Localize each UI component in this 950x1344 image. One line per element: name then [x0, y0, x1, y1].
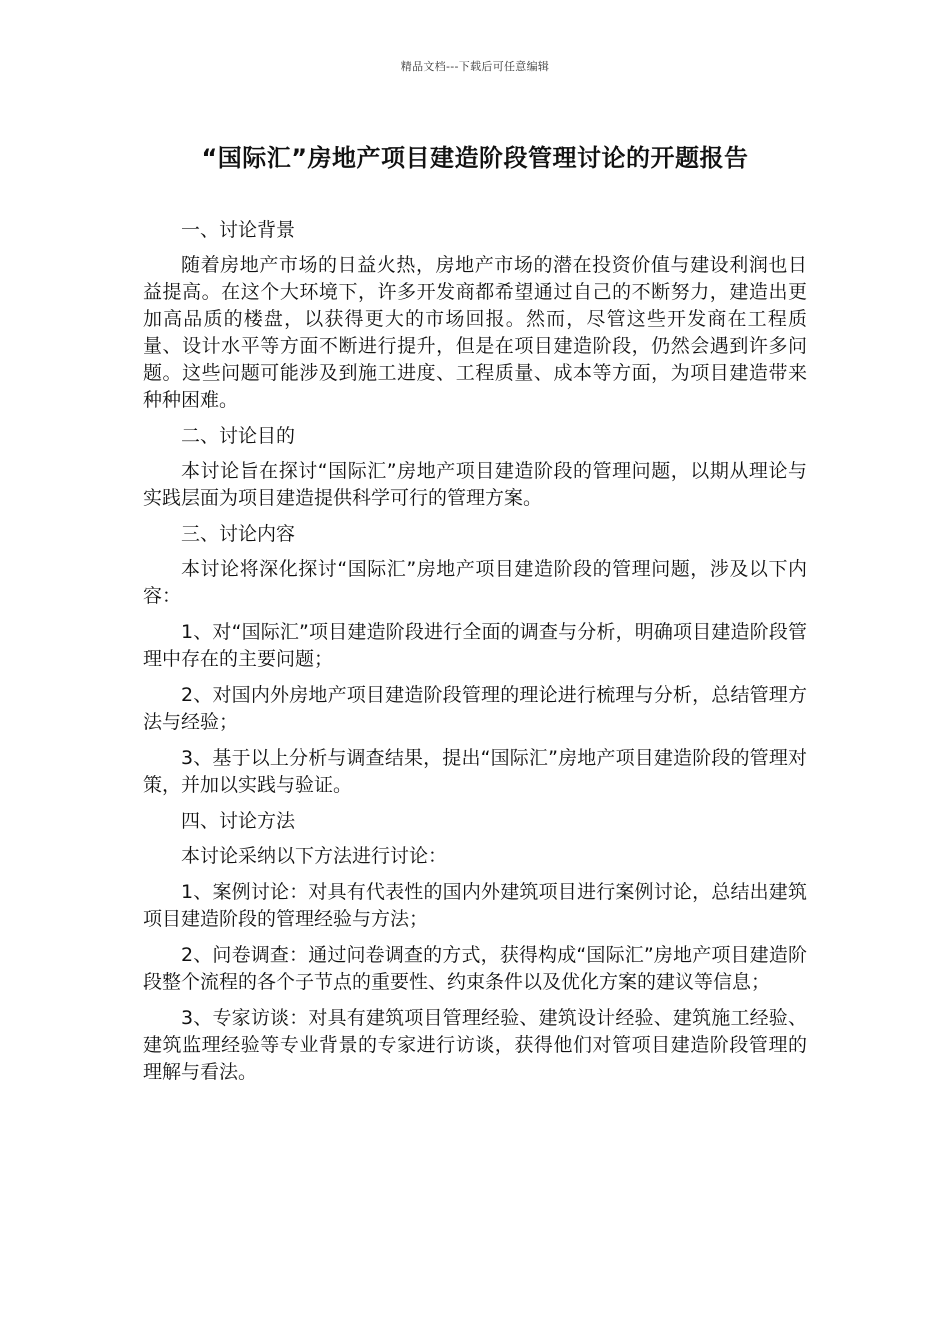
paragraph-method-item-1: 1、案例讨论：对具有代表性的国内外建筑项目进行案例讨论，总结出建筑项目建造阶段的管理经验与方法；: [143, 881, 807, 930]
paragraph-content-item-1: 1、对“国际汇”项目建造阶段进行全面的调查与分析，明确项目建造阶段管理中存在的主要问题；: [143, 621, 807, 670]
section-heading-content: 三、讨论内容: [181, 523, 296, 545]
paragraph-content-intro: 本讨论将深化探讨“国际汇”房地产项目建造阶段的管理问题，涉及以下内容：: [143, 558, 807, 607]
document-body: [143, 217, 807, 1095]
paragraph-method-item-3: 3、专家访谈：对具有建筑项目管理经验、建筑设计经验、建筑施工经验、建筑监理经验等专业背景的专家进行访谈，获得他们对管项目建造阶段管理的理解与看法。: [143, 1007, 807, 1083]
section-heading-method: 四、讨论方法: [181, 810, 296, 832]
paragraph-method-item-2: 2、问卷调查：通过问卷调查的方式，获得构成“国际汇”房地产项目建造阶段整个流程的各个子节点的重要性、约束条件以及优化方案的建议等信息；: [143, 944, 807, 993]
header-note: 精品文档---下载后可任意编辑: [400, 60, 550, 73]
paragraph-purpose: 本讨论旨在探讨“国际汇”房地产项目建造阶段的管理问题，以期从理论与实践层面为项目建造提供科学可行的管理方案。: [143, 460, 807, 509]
paragraph-method-intro: 本讨论采纳以下方法进行讨论：: [181, 845, 448, 867]
section-heading-background: 一、讨论背景: [181, 219, 296, 241]
document-title: “国际汇”房地产项目建造阶段管理讨论的开题报告: [201, 144, 749, 172]
paragraph-content-item-2: 2、对国内外房地产项目建造阶段管理的理论进行梳理与分析，总结管理方法与经验；: [143, 684, 807, 733]
paragraph-content-item-3: 3、基于以上分析与调查结果，提出“国际汇”房地产项目建造阶段的管理对策，并加以实践与验证。: [143, 747, 807, 796]
section-heading-purpose: 二、讨论目的: [181, 425, 296, 447]
paragraph-background: 随着房地产市场的日益火热，房地产市场的潜在投资价值与建设利润也日益提高。在这个大环境下，许多开发商都希望通过自己的不断努力，建造出更加高品质的楼盘，以获得更大的市场回报。然而，尽管这些开发商在工程质量、设计水平等方面不断进行提升，但是在项目建造阶段，仍然会遇到许多问题。这些问题可能涉及到施工进度、工程质量、成本等方面，为项目建造带来种种困难。: [143, 254, 807, 411]
